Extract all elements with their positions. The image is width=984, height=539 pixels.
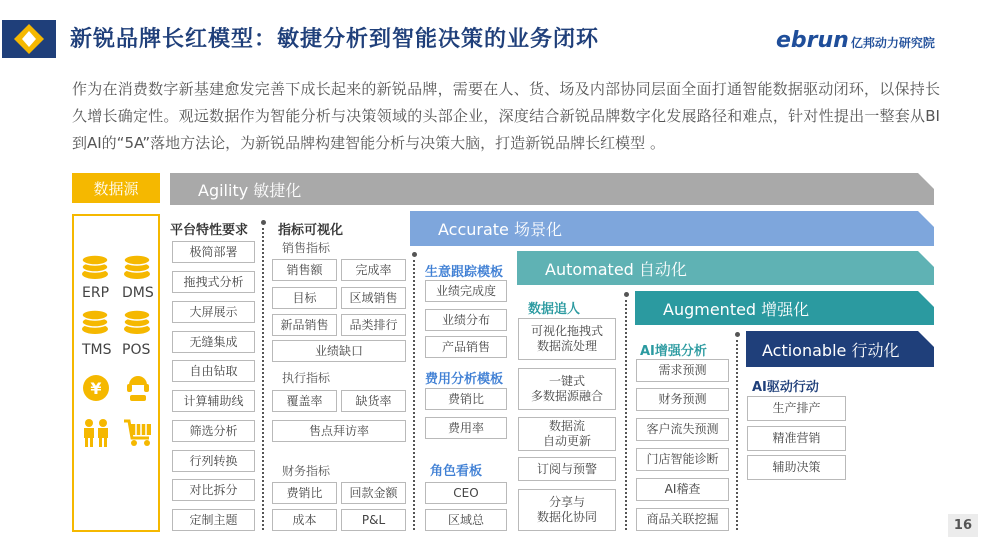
template-item: 费销比	[425, 388, 507, 410]
database-icon	[80, 254, 110, 280]
platform-item: 筛选分析	[172, 420, 255, 442]
band-agility-label: Agility 敏捷化	[198, 180, 302, 200]
automation-item: 订阅与预警	[518, 457, 616, 481]
band-actionable-label: Actionable 行动化	[762, 340, 900, 360]
exec-metrics-label: 执行指标	[282, 371, 331, 385]
separator-dot	[624, 292, 629, 297]
platform-title: 平台特性要求	[170, 223, 249, 238]
biz-template-title: 生意跟踪模板	[425, 265, 504, 280]
ai-augmented-title: AI增强分析	[640, 344, 707, 359]
ai-action-item: 精准营销	[747, 426, 846, 451]
ai-analysis-item: 需求预测	[636, 359, 729, 382]
metric-item: 覆盖率	[272, 390, 337, 412]
automation-item: 分享与 数据化协同	[518, 489, 616, 531]
platform-item: 无缝集成	[172, 331, 255, 353]
platform-item: 对比拆分	[172, 479, 255, 501]
platform-item: 自由钻取	[172, 360, 255, 382]
automation-item: 可视化拖拽式 数据流处理	[518, 318, 616, 360]
separator-line	[736, 340, 738, 530]
brand-name-en: ebrun	[776, 28, 849, 53]
ai-analysis-item: 门店智能诊断	[636, 448, 729, 471]
separator-dot	[261, 220, 266, 225]
source-pos: POS	[122, 342, 151, 358]
metric-item: 回款金额	[341, 482, 406, 504]
ai-action-item: 辅助决策	[747, 455, 846, 480]
band-automated-label: Automated 自动化	[545, 259, 687, 279]
role-item: 区域总	[425, 509, 507, 531]
sales-metrics-label: 销售指标	[282, 241, 331, 255]
platform-item: 大屏展示	[172, 301, 255, 323]
platform-item: 拖拽式分析	[172, 271, 255, 293]
role-board-title: 角色看板	[430, 464, 483, 479]
platform-item: 定制主题	[172, 509, 255, 531]
database-icon	[122, 309, 152, 335]
platform-item: 行列转换	[172, 450, 255, 472]
yen-coin-icon	[82, 374, 110, 402]
platform-item: 计算辅助线	[172, 390, 255, 412]
page-title: 新锐品牌长红模型：敏捷分析到智能决策的业务闭环	[70, 27, 600, 52]
viz-title: 指标可视化	[278, 223, 344, 238]
database-icon	[122, 254, 152, 280]
svg-text:¥: ¥	[90, 379, 102, 398]
ai-analysis-item: 财务预测	[636, 388, 729, 411]
source-erp: ERP	[82, 285, 110, 301]
intro-paragraph: 作为在消费数字新基建愈发完善下成长起来的新锐品牌，需要在人、货、场及内部协同层面全面打通智能数据驱动闭环，以保持长久增长确定性。观远数据作为智能分析与决策领域的头部企业，深度结合新锐品牌数字化发展路径和难点，针对性提出一整套从BI到AI的“5A”落地方法论，为新锐品牌构建智能分析与决策大脑，打造新锐品牌长红模型 。	[72, 80, 940, 152]
metric-item: 缺货率	[341, 390, 406, 412]
separator-line	[262, 228, 264, 530]
template-item: 业绩分布	[425, 309, 507, 331]
metric-item: 费销比	[272, 482, 337, 504]
ai-action-title: AI驱动行动	[752, 380, 819, 395]
band-accurate	[410, 211, 934, 246]
customer-service-icon	[123, 374, 153, 402]
template-item: 业绩完成度	[425, 280, 507, 302]
template-item: 产品销售	[425, 336, 507, 358]
band-augmented	[635, 291, 934, 325]
metric-item: 销售额	[272, 259, 337, 281]
band-agility	[170, 173, 934, 205]
people-icon	[80, 418, 112, 448]
separator-dot	[735, 332, 740, 337]
metric-item: 新品销售	[272, 314, 337, 336]
metric-item: 业绩缺口	[272, 340, 406, 362]
band-automated	[517, 251, 934, 285]
source-dms: DMS	[122, 285, 154, 301]
database-icon	[80, 309, 110, 335]
metric-item: 售点拜访率	[272, 420, 406, 442]
ai-analysis-item: 客户流失预测	[636, 418, 729, 441]
automation-item: 数据流 自动更新	[518, 417, 616, 451]
template-item: 费用率	[425, 417, 507, 439]
cost-template-title: 费用分析模板	[425, 372, 504, 387]
automation-item: 一键式 多数据源融合	[518, 368, 616, 410]
metric-item: P&L	[341, 509, 406, 531]
separator-line	[625, 300, 627, 530]
platform-item: 极简部署	[172, 241, 255, 263]
metric-item: 品类排行	[341, 314, 406, 336]
data-chase-title: 数据追人	[528, 302, 581, 317]
metric-item: 完成率	[341, 259, 406, 281]
page-number: 16	[948, 514, 978, 537]
ai-action-item: 生产排产	[747, 396, 846, 421]
band-augmented-label: Augmented 增强化	[663, 299, 810, 319]
data-source-header: 数据源	[72, 173, 160, 203]
metric-item: 区域销售	[341, 287, 406, 309]
finance-metrics-label: 财务指标	[282, 464, 331, 478]
logo-diamond-icon	[2, 20, 56, 58]
brand-logo	[776, 28, 935, 53]
brand-name-zh: 亿邦动力研究院	[850, 36, 935, 50]
ai-analysis-item: AI稽查	[636, 478, 729, 501]
metric-item: 目标	[272, 287, 337, 309]
shopping-cart-icon	[122, 418, 154, 448]
source-tms: TMS	[82, 342, 112, 358]
separator-dot	[412, 252, 417, 257]
separator-line	[413, 260, 415, 530]
metric-item: 成本	[272, 509, 337, 531]
role-item: CEO	[425, 482, 507, 504]
band-actionable	[746, 331, 934, 367]
ai-analysis-item: 商品关联挖掘	[636, 508, 729, 531]
band-accurate-label: Accurate 场景化	[438, 219, 562, 239]
